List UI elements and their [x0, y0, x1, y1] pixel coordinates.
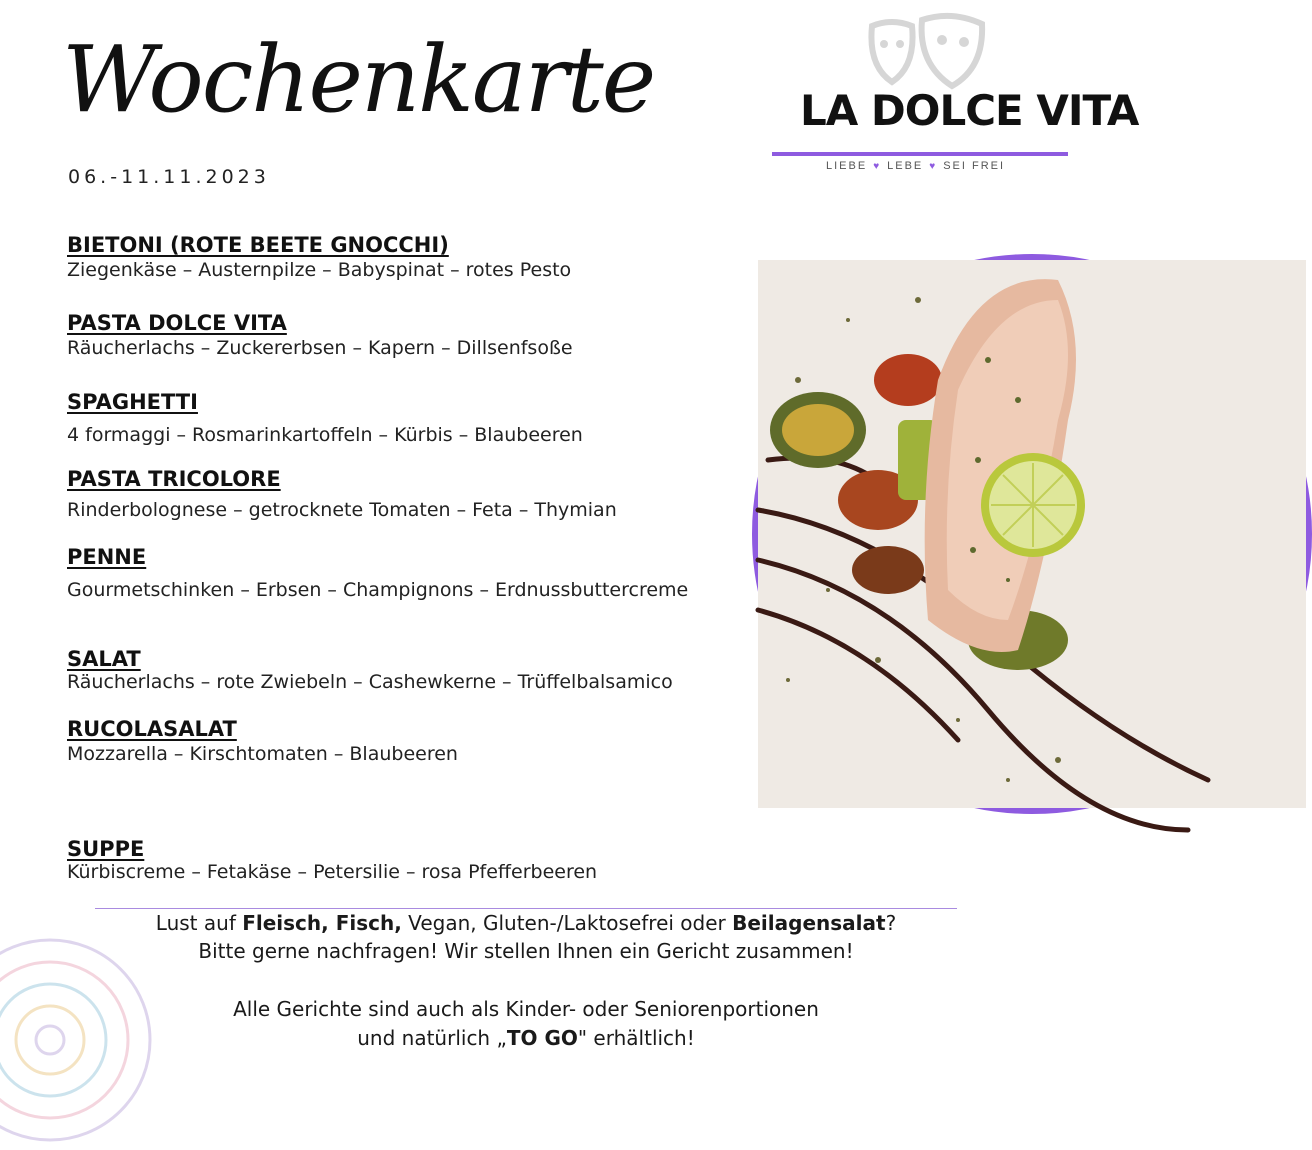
dish-description: Mozzarella – Kirschtomaten – Blaubeeren: [67, 743, 458, 765]
footer-bold-text: Fleisch, Fisch,: [242, 911, 402, 935]
dish-name: SPAGHETTI: [67, 390, 198, 414]
menu-item: [67, 544, 688, 602]
logo-wordmark: LA DOLCE VITA: [800, 86, 1139, 135]
menu-item: [67, 838, 597, 884]
footer-text: Vegan, Gluten-/Laktosefrei oder: [401, 911, 733, 935]
dish-name: SUPPE: [67, 837, 145, 861]
footer-line-2: Bitte gerne nachfragen! Wir stellen Ihnen ein Gericht zusammen!: [198, 939, 854, 963]
heart-icon: ♥: [929, 161, 938, 172]
dish-name: PASTA DOLCE VITA: [67, 311, 287, 335]
tagline-word: SEI FREI: [943, 160, 1006, 172]
heart-icon: ♥: [873, 161, 882, 172]
menu-item: [67, 716, 458, 766]
footer-text: ?: [885, 911, 897, 935]
dish-description: Kürbiscreme – Fetakäse – Petersilie – rosa Pfefferbeeren: [67, 861, 598, 883]
footer-text: und natürlich „: [357, 1026, 507, 1050]
dish-description: 4 formaggi – Rosmarinkartoffeln – Kürbis – Blaubeeren: [67, 424, 583, 446]
menu-item: [67, 648, 673, 694]
menu-date: 06.-11.11.2023: [68, 166, 270, 188]
menu-item: [67, 310, 573, 360]
dish-description: Gourmetschinken – Erbsen – Champignons – Erdnussbuttercreme: [67, 579, 689, 601]
tagline-word: LEBE: [887, 160, 924, 172]
menu-item: [67, 389, 583, 447]
logo-tagline: [826, 160, 1005, 172]
dish-description: Ziegenkäse – Austernpilze – Babyspinat – rotes Pesto: [67, 259, 572, 281]
mandala-decoration-icon: [0, 930, 160, 1150]
footer-text: " erhältlich!: [577, 1026, 695, 1050]
page-title: Wochenkarte: [62, 26, 655, 133]
menu-item: [67, 466, 617, 522]
dish-name: RUCOLASALAT: [67, 717, 237, 741]
footer-line-4: [95, 1023, 957, 1053]
footer-bold-text: TO GO: [506, 1026, 578, 1050]
footer-line-1: [95, 908, 957, 938]
footer-bold-text: Beilagensalat: [732, 911, 886, 935]
dish-description: Räucherlachs – rote Zwiebeln – Cashewkerne – Trüffelbalsamico: [67, 671, 673, 693]
dish-name: PASTA TRICOLORE: [67, 467, 281, 491]
footer-text: Lust auf: [155, 911, 243, 935]
dish-name: PENNE: [67, 545, 147, 569]
menu-item: [67, 232, 571, 282]
logo-underline: [772, 152, 1068, 156]
dish-name: BIETONI (ROTE BEETE GNOCCHI): [67, 233, 449, 257]
dish-name: SALAT: [67, 647, 141, 671]
dish-photo: [752, 254, 1312, 814]
footer-line-3: Alle Gerichte sind auch als Kinder- oder Seniorenportionen: [233, 997, 819, 1021]
dish-description: Räucherlachs – Zuckererbsen – Kapern – Dillsenfsoße: [67, 337, 573, 359]
dish-description: Rinderbolognese – getrocknete Tomaten – Feta – Thymian: [67, 499, 617, 521]
restaurant-logo: [772, 0, 1139, 180]
tagline-word: LIEBE: [826, 160, 868, 172]
